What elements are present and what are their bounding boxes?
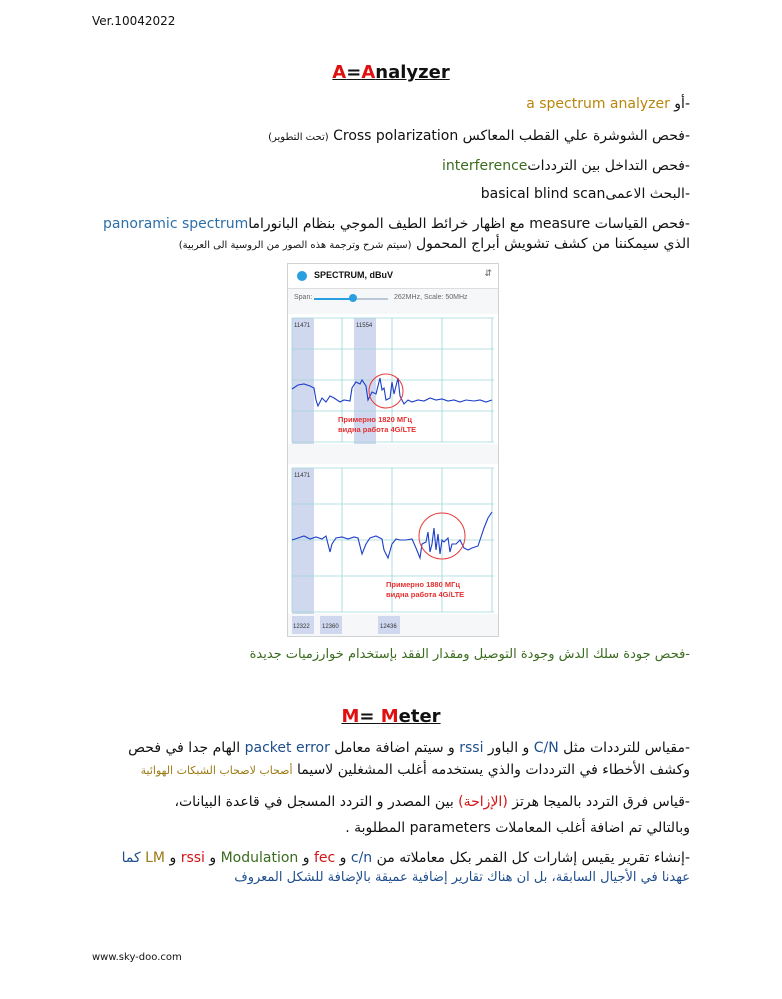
scale-tick-3: 12436 [380, 624, 397, 630]
p5-lm: LM [145, 850, 166, 866]
item3-en: interference [441, 158, 528, 174]
item-cell-towers [179, 236, 690, 252]
p1-b: و الباور [483, 740, 534, 756]
spectrum-panel-1 [288, 314, 498, 444]
heading-a-letter: A [332, 62, 347, 83]
meter-para-5 [122, 850, 690, 866]
item1-en: a spectrum analyzer [526, 96, 670, 112]
item-blind-scan [481, 186, 690, 202]
p1-c: و سيتم اضافة معامل [329, 740, 460, 756]
item4-en: basical blind scan [480, 186, 606, 202]
item3-text: -فحص التداخل بين الترددات [527, 158, 690, 174]
frequency-scale [292, 616, 400, 634]
p5-fec: fec [313, 850, 336, 866]
scale-tick-1: 12322 [293, 624, 310, 630]
meter-para-2 [141, 762, 690, 778]
meter-para-4: وبالتالي تم اضافة أغلب المعاملات parameters المطلوبة . [345, 820, 690, 836]
item1-prefix: -أو [669, 96, 690, 112]
item5-text: -فحص القياسات measure مع اظهار خرائط الطيف الموجي بنظام البانوراما [248, 216, 690, 232]
heading-m-rest: eter [398, 706, 441, 727]
spectrum-panel-2 [288, 464, 498, 614]
panel1-note-2: видна работа 4G/LTE [338, 425, 417, 434]
sort-icon: ⇵ [484, 269, 492, 279]
p5-cn: c/n [350, 850, 373, 866]
version-label: Ver.10042022 [92, 14, 176, 28]
item-spectrum-analyzer [526, 96, 690, 112]
panel1-tick-2: 11554 [356, 323, 373, 329]
footer-url: www.sky-doo.com [92, 952, 182, 963]
item-cable-quality: -فحص جودة سلك الدش وجودة التوصيل ومقدار الفقد بإستخدام خوارزميات جديدة [249, 647, 690, 662]
p5-rssi: rssi [180, 850, 205, 866]
p2-owners: أصحاب لاصحاب الشبكات الهوائية [140, 764, 293, 777]
item6-note: (سيتم شرح وترجمة هذه الصور من الروسية الى العربية) [178, 240, 412, 251]
p3-shift: (الإزاحة) [458, 794, 508, 810]
p5-and1: و [335, 850, 351, 866]
meter-para-1 [128, 740, 690, 756]
p5-and2: و [298, 850, 314, 866]
item-cross-polarization [268, 128, 690, 144]
panel1-note-1: Примерно 1820 МГц [338, 415, 412, 424]
analyzer-heading [0, 62, 782, 83]
spectrum-app-bar [288, 264, 498, 289]
p1-rssi: rssi [459, 740, 484, 756]
item2-note: (تحت التطوير) [268, 132, 329, 143]
p5-and3: و [204, 850, 221, 866]
status-dot-icon [297, 271, 307, 281]
heading-m-letter: M [341, 706, 360, 727]
spectrum-title: SPECTRUM, dBuV [314, 270, 394, 280]
p5-and4: و [165, 850, 181, 866]
spectrum-screenshot [287, 263, 499, 637]
panel1-tick-1: 11471 [294, 323, 311, 329]
item4-text: -البحث الاعمى [605, 186, 690, 202]
item2-text: -فحص الشوشرة علي القطب المعاكس Cross polarization [328, 128, 690, 144]
meter-para-3 [174, 794, 690, 810]
heading-a2-letter: A [361, 62, 376, 83]
span-control [288, 290, 498, 308]
panel2-tick-1: 11471 [294, 473, 311, 479]
panel2-note-2: видна работа 4G/LTE [386, 590, 465, 599]
heading-equals: = [346, 62, 362, 83]
span-info: 262MHz, Scale: 50MHz [394, 294, 468, 301]
meter-heading [0, 706, 782, 727]
item6-text: الذي سيمكننا من كشف تشويش أبراج المحمول [411, 236, 690, 252]
heading-m2-letter: M [380, 706, 399, 727]
p2-a: وكشف الأخطاء في الترددات والذي يستخدمه أغلب المشغلين لاسيما [292, 762, 690, 778]
meter-para-6: عهدنا في الأجيال السابقة، بل ان هناك تقارير إضافية عميقة بالإضافة للشكل المعروف [234, 870, 690, 885]
heading-m-equals: = [359, 706, 381, 727]
item-panoramic [103, 216, 690, 232]
p1-packet-error: packet error [244, 740, 330, 756]
spectrum-plots [288, 308, 498, 637]
span-label: Span: [294, 294, 313, 301]
p3-b: بين المصدر و التردد المسجل في قاعدة البيانات، [174, 794, 459, 810]
p1-d: الهام جدا في فحص [128, 740, 245, 756]
p5-modulation: Modulation [220, 850, 299, 866]
p5-a: -إنشاء تقرير يقيس إشارات كل القمر بكل معاملاته من [372, 850, 690, 866]
p1-cn: C/N [533, 740, 559, 756]
span-slider-handle [349, 294, 357, 302]
item-interference [442, 158, 690, 174]
scale-tick-2: 12360 [322, 624, 339, 630]
p3-a: -قياس فرق التردد بالميجا هرتز [507, 794, 690, 810]
heading-rest: nalyzer [375, 62, 450, 83]
p5-end: كما [121, 850, 146, 866]
span-slider-fill [314, 298, 352, 300]
panel2-note-1: Примерно 1880 МГц [386, 580, 460, 589]
item5-en: panoramic spectrum [103, 216, 249, 232]
p1-a: -مقياس للترددات مثل [558, 740, 690, 756]
